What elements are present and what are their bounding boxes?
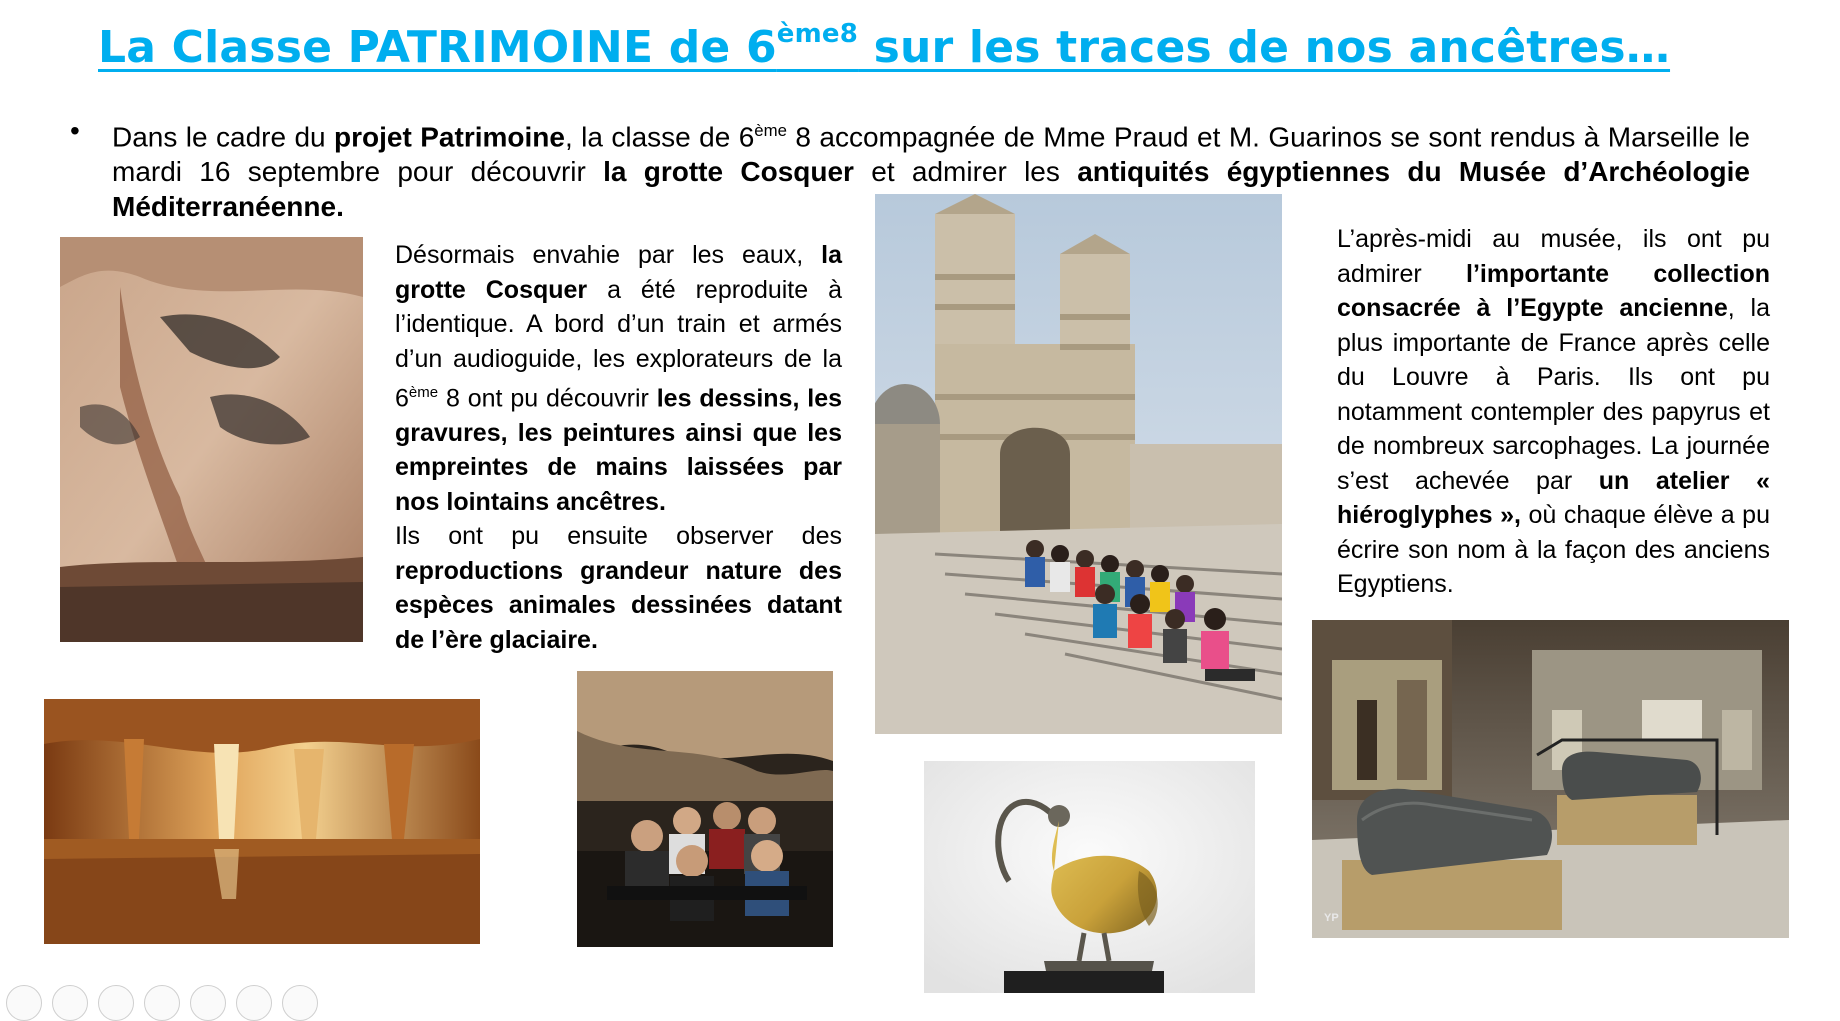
egyptian-gallery-photo — [1312, 620, 1789, 938]
cosquer-text-1 — [395, 238, 842, 519]
intro-text-part: Dans le cadre du — [112, 121, 335, 153]
photo-watermark: YP — [1324, 912, 1339, 924]
cave-painting-photo — [60, 237, 363, 642]
cosquer-text-part: a été reproduite à l’identique. A bord d’un train et armés d’un audioguide, les explorateurs de la 6 — [395, 275, 842, 413]
museum-bold-collection: l’importante collection consacrée à l’Egypte ancienne — [1337, 259, 1771, 322]
title-superscript: ème8 — [776, 19, 859, 50]
intro-bold-grotte: la grotte Cosquer — [603, 156, 854, 188]
cosquer-bold-reproductions: reproductions grandeur nature des espèces animales dessinées datant de l’ère glaciaire. — [395, 556, 842, 654]
cosquer-paragraph — [395, 238, 842, 657]
museum-text-part: L’après-midi au musée, ils ont pu admirer — [1337, 225, 1770, 288]
bullet-icon: • — [70, 115, 80, 146]
title-text-end: sur les traces de nos ancêtres… — [858, 22, 1671, 73]
toolbar-subtitles-button[interactable] — [236, 985, 272, 1021]
intro-superscript: ème — [754, 121, 787, 140]
intro-text-part: et admirer les — [853, 156, 1078, 188]
cathedral-group-photo — [875, 194, 1282, 734]
cosquer-text-part: 8 ont pu découvrir — [438, 384, 657, 413]
toolbar-more-button[interactable] — [282, 985, 318, 1021]
cave-interior-photo — [44, 699, 480, 944]
toolbar-zoom-button[interactable] — [144, 985, 180, 1021]
toolbar-back-button[interactable] — [6, 985, 42, 1021]
cosquer-text-2 — [395, 519, 842, 657]
cosquer-bold-dessins: les dessins, les gravures, les peintures ainsi que les empreintes de mains laissées par nos lointains ancêtres. — [395, 384, 843, 516]
toolbar-slides-button[interactable] — [98, 985, 134, 1021]
intro-bold-antiquites: antiquités égyptiennes du Musée d’Archéologie Méditerranéenne. — [112, 156, 1751, 223]
museum-text — [1337, 222, 1770, 602]
toolbar-pen-button[interactable] — [190, 985, 226, 1021]
cave-train-photo — [577, 671, 833, 947]
cosquer-bold-grotte: la grotte Cosquer — [395, 241, 842, 304]
presentation-toolbar — [0, 985, 340, 999]
cosquer-superscript: ème — [408, 384, 439, 401]
cosquer-text-part: Ils ont pu ensuite observer des — [395, 522, 842, 551]
page-title — [98, 19, 1671, 73]
intro-text-part: , la classe de 6 — [564, 121, 755, 153]
museum-text-part: où chaque élève a pu écrire son nom à la façon des anciens Egyptiens. — [1337, 501, 1770, 598]
museum-bold-atelier: un atelier « hiéroglyphes », — [1337, 466, 1770, 529]
museum-text-part: , la plus importante de France après celle du Louvre à Paris. Ils ont pu notamment contempler des papyrus et de nombreux sarcophages. La journée s’est achevée par — [1337, 294, 1770, 495]
title-text: La Classe PATRIMOINE de 6 — [98, 22, 777, 73]
ibis-statue-photo — [924, 761, 1255, 993]
museum-paragraph — [1337, 222, 1770, 602]
intro-text-part: 8 accompagnée de Mme Praud et M. Guarinos se sont rendus à Marseille le mardi 16 septembre pour découvrir — [112, 121, 1750, 188]
toolbar-forward-button[interactable] — [52, 985, 88, 1021]
intro-bold-project: projet Patrimoine — [334, 121, 565, 153]
cosquer-text-part: Désormais envahie par les eaux, — [395, 241, 822, 269]
